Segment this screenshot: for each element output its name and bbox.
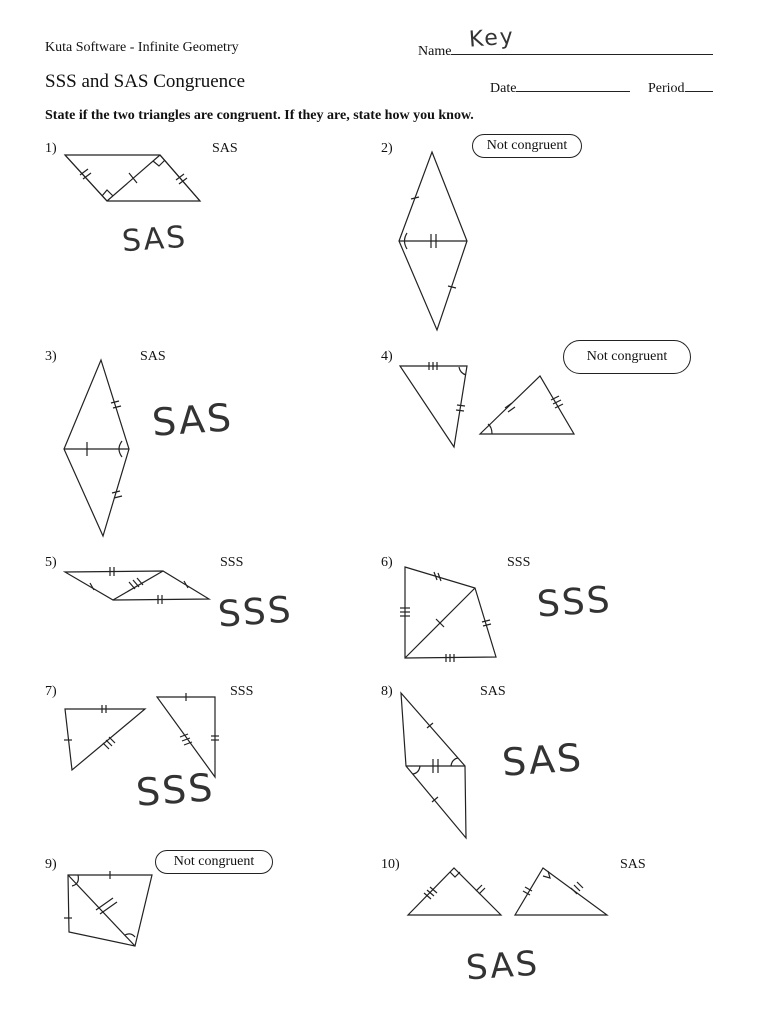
problem-answer: SAS bbox=[212, 141, 238, 156]
problem-number: 9) bbox=[45, 857, 57, 872]
problem-answer: Not congruent bbox=[173, 854, 255, 869]
worksheet-title: SSS and SAS Congruence bbox=[45, 71, 246, 92]
handwritten-answer: SSS bbox=[134, 765, 216, 815]
problem-number: 2) bbox=[381, 141, 393, 156]
problem-answer: SAS bbox=[620, 857, 646, 872]
period-label: Period bbox=[648, 81, 685, 96]
name-handwritten: Key bbox=[468, 24, 517, 53]
instructions: State if the two triangles are congruent. If they are, state how you know. bbox=[45, 108, 474, 123]
problem-answer: SSS bbox=[230, 684, 254, 699]
problem-answer: SSS bbox=[220, 555, 244, 570]
problem-number: 4) bbox=[381, 349, 393, 364]
problem-number: 7) bbox=[45, 684, 57, 699]
problem-number: 3) bbox=[45, 349, 57, 364]
problem-number: 5) bbox=[45, 555, 57, 570]
handwritten-answer: SAS bbox=[464, 943, 541, 989]
problem-answer: Not congruent bbox=[486, 138, 568, 153]
date-label: Date bbox=[490, 81, 517, 96]
problem-number: 1) bbox=[45, 141, 57, 156]
name-label: Name bbox=[418, 44, 452, 59]
problem-answer: SAS bbox=[480, 684, 506, 699]
publisher-label: Kuta Software - Infinite Geometry bbox=[45, 40, 239, 55]
problem-answer: SAS bbox=[140, 349, 166, 364]
handwritten-answer: SAS bbox=[120, 219, 189, 260]
problem-number: 6) bbox=[381, 555, 393, 570]
handwritten-answer: SAS bbox=[500, 735, 585, 785]
problem-answer: SSS bbox=[507, 555, 531, 570]
handwritten-answer: SAS bbox=[150, 395, 235, 445]
problem-answer: Not congruent bbox=[586, 349, 668, 364]
handwritten-answer: SSS bbox=[216, 589, 294, 636]
handwritten-answer: SSS bbox=[535, 579, 613, 626]
problem-number: 10) bbox=[381, 857, 400, 872]
problem-number: 8) bbox=[381, 684, 393, 699]
